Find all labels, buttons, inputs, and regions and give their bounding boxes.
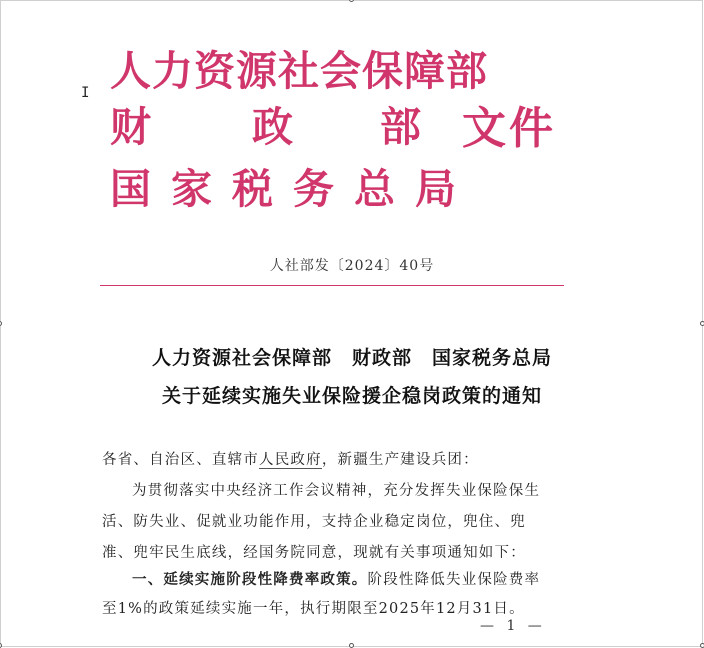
item-1-text: 阶段性降低失业保险费率 <box>367 572 541 588</box>
addressee-suffix: ，新疆生产建设兵团： <box>321 452 479 468</box>
document-number: 人社部发〔2024〕40号 <box>269 258 435 274</box>
document-header <box>110 44 570 214</box>
paragraph-1-line-2: 活、防失业、促就业功能作用，支持企业稳定岗位，兜住、兜 <box>102 514 526 530</box>
item-1-heading: 一、延续实施阶段性降费率政策。 <box>132 572 368 588</box>
resize-handle-bottom-right[interactable] <box>700 643 704 648</box>
issuer-line-1: 人力资源社会保障部 <box>110 47 488 95</box>
document-title-line-1: 人力资源社会保障部 财政部 国家税务总局 <box>151 347 552 369</box>
text-cursor-icon: I <box>81 85 90 101</box>
issuer-line-2-char-2: 政 <box>252 103 293 151</box>
paragraph-1-line-3: 准、兜牢民生底线，经国务院同意，现就有关事项通知如下： <box>102 545 526 561</box>
resize-handle-bottom[interactable] <box>349 643 354 648</box>
addressee-underlined: 人民政府 <box>259 452 322 468</box>
resize-handle-right[interactable] <box>700 321 704 326</box>
item-1-line-1 <box>132 568 540 589</box>
item-1-line-2: 至1%的政策延续实施一年，执行期限至2025年12月31日。 <box>102 601 525 617</box>
document-type-label: 文件 <box>462 103 556 154</box>
issuer-line-2-char-1: 财 <box>110 103 151 151</box>
paragraph-1-line-1: 为贯彻落实中央经济工作会议精神，充分发挥失业保险保生 <box>132 483 541 499</box>
red-divider-line <box>100 285 564 286</box>
document-title-line-2: 关于延续实施失业保险援企稳岗政策的通知 <box>161 385 542 407</box>
addressee-line <box>102 448 479 469</box>
addressee-prefix: 各省、自治区、直辖市 <box>102 452 259 468</box>
issuer-line-2-char-3: 部 <box>380 103 421 151</box>
resize-handle-bottom-left[interactable] <box>0 643 2 648</box>
page-number: — 1 — <box>480 618 546 634</box>
issuer-line-3: 国家税务总局 <box>110 165 476 213</box>
